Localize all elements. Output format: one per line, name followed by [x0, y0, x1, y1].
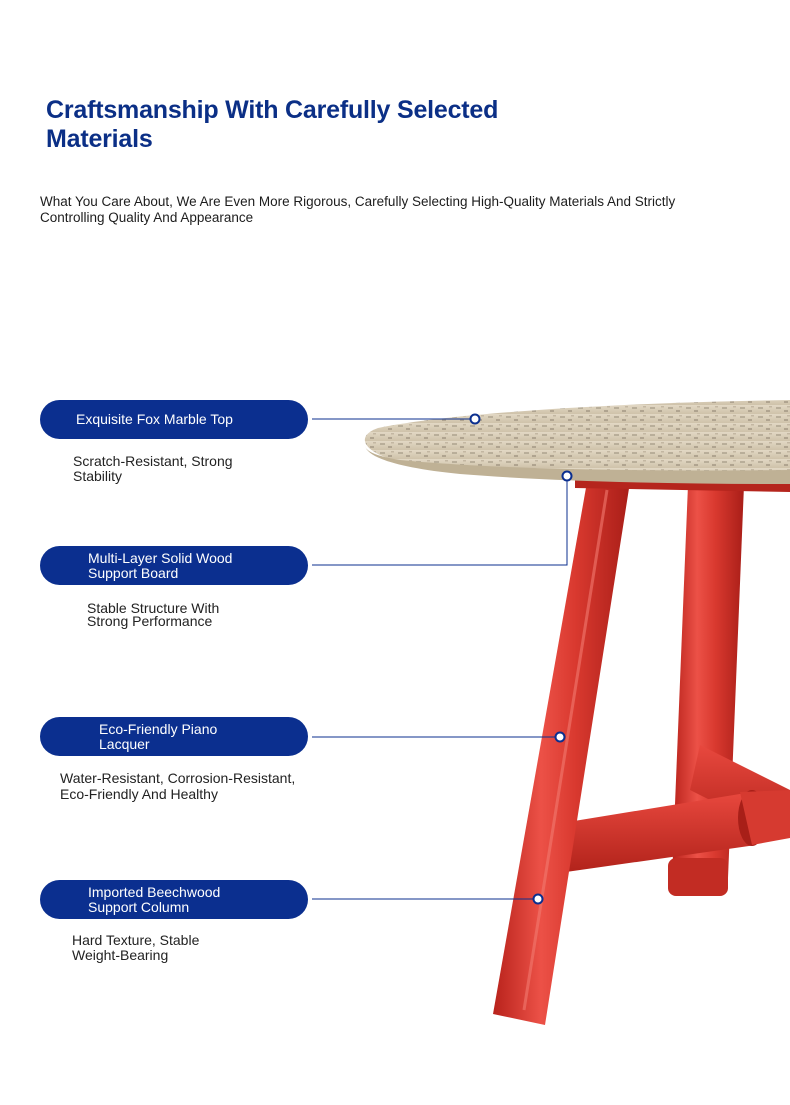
feature-description: Scratch-Resistant, Strong Stability: [73, 453, 233, 484]
table-marble-top: [365, 400, 790, 484]
feature-label: Imported Beechwood Support Column: [88, 883, 221, 915]
feature-label: Exquisite Fox Marble Top: [76, 411, 233, 427]
feature-label: Multi-Layer Solid Wood Support Board: [88, 549, 233, 581]
page-title: Craftsmanship With Carefully Selected Materials: [46, 96, 499, 153]
feature-description: Water-Resistant, Corrosion-Resistant, Eco-Friendly And Healthy: [60, 770, 296, 802]
table-front-leg: [493, 482, 630, 1025]
page-subtitle: What You Care About, We Are Even More Rigorous, Carefully Selecting High-Quality Materials And Strictly Controlling Quality And Appearance: [40, 194, 676, 225]
feature-description: Hard Texture, Stable Weight-Bearing: [72, 932, 200, 963]
feature-label: Eco-Friendly Piano Lacquer: [99, 720, 218, 752]
feature-description: Stable Structure With Strong Performance: [87, 600, 220, 629]
